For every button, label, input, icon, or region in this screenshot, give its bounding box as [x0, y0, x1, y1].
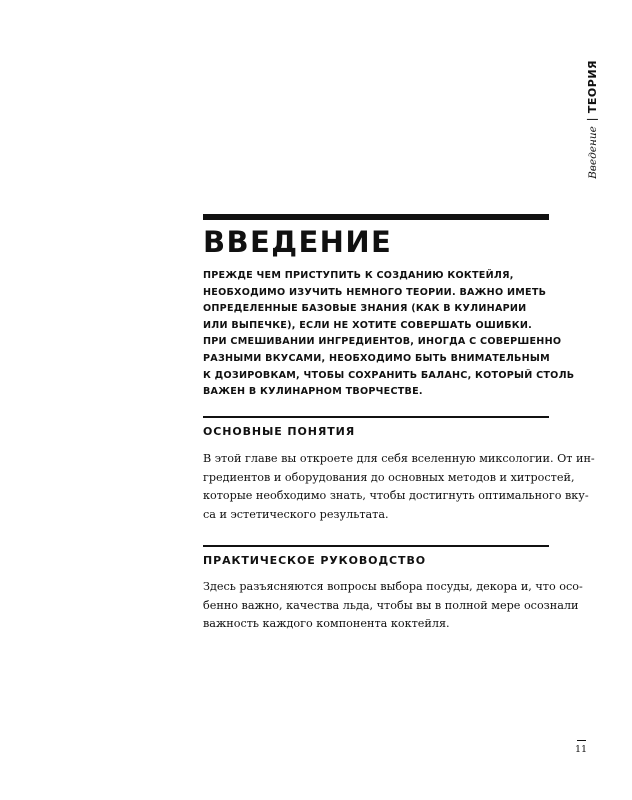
body-line: Здесь разъясняются вопросы выбора посуды, декора и, что осо- [203, 580, 583, 593]
title-rule [203, 214, 549, 220]
intro-line: ПРЕЖДЕ ЧЕМ ПРИСТУПИТЬ К СОЗДАНИЮ КОКТЕЙЛЯ, [203, 270, 514, 281]
running-header-section: ТЕОРИЯ [586, 60, 599, 114]
running-header-separator [587, 119, 598, 120]
body-line: са и эстетического результата. [203, 507, 389, 521]
intro-paragraph [203, 268, 575, 401]
section-body-guide [203, 578, 583, 634]
body-line: гредиентов и оборудования до основных методов и хитростей, [203, 470, 575, 484]
intro-line: ВАЖЕН В КУЛИНАРНОМ ТВОРЧЕСТВЕ. [203, 386, 423, 398]
intro-line: К ДОЗИРОВКАМ, ЧТОБЫ СОХРАНИТЬ БАЛАНС, КОТОРЫЙ СТОЛЬ [203, 369, 575, 381]
intro-line: РАЗНЫМИ ВКУСАМИ, НЕОБХОДИМО БЫТЬ ВНИМАТЕЛЬНЫМ [203, 352, 550, 364]
body-line: важность каждого компонента коктейля. [203, 617, 450, 631]
section-body-basics [203, 450, 595, 524]
page-number: 11 [575, 744, 588, 755]
section-rule [203, 545, 549, 547]
running-header [575, 60, 599, 179]
section-heading-guide: ПРАКТИЧЕСКОЕ РУКОВОДСТВО [203, 554, 426, 567]
page-title: ВВЕДЕНИЕ [203, 225, 393, 259]
intro-line: ИЛИ ВЫПЕЧКЕ), ЕСЛИ НЕ ХОТИТЕ СОВЕРШАТЬ ОШИБКИ. [203, 319, 533, 331]
intro-line: ОПРЕДЕЛЕННЫЕ БАЗОВЫЕ ЗНАНИЯ (КАК В КУЛИНАРИИ [203, 303, 527, 315]
body-line: В этой главе вы откроете для себя вселенную миксологии. От ин- [203, 452, 595, 465]
intro-line: НЕОБХОДИМО ИЗУЧИТЬ НЕМНОГО ТЕОРИИ. ВАЖНО ИМЕТЬ [203, 286, 547, 298]
section-heading-basics: ОСНОВНЫЕ ПОНЯТИЯ [203, 425, 356, 438]
intro-line: ПРИ СМЕШИВАНИИ ИНГРЕДИЕНТОВ, ИНОГДА С СОВЕРШЕННО [203, 336, 562, 348]
section-rule [203, 416, 549, 418]
body-line: бенно важно, качества льда, чтобы вы в полной мере осознали [203, 598, 579, 612]
page-number-rule [577, 740, 586, 741]
body-line: которые необходимо знать, чтобы достигнуть оптимального вку- [203, 489, 589, 503]
running-header-chapter: Введение [586, 126, 599, 179]
